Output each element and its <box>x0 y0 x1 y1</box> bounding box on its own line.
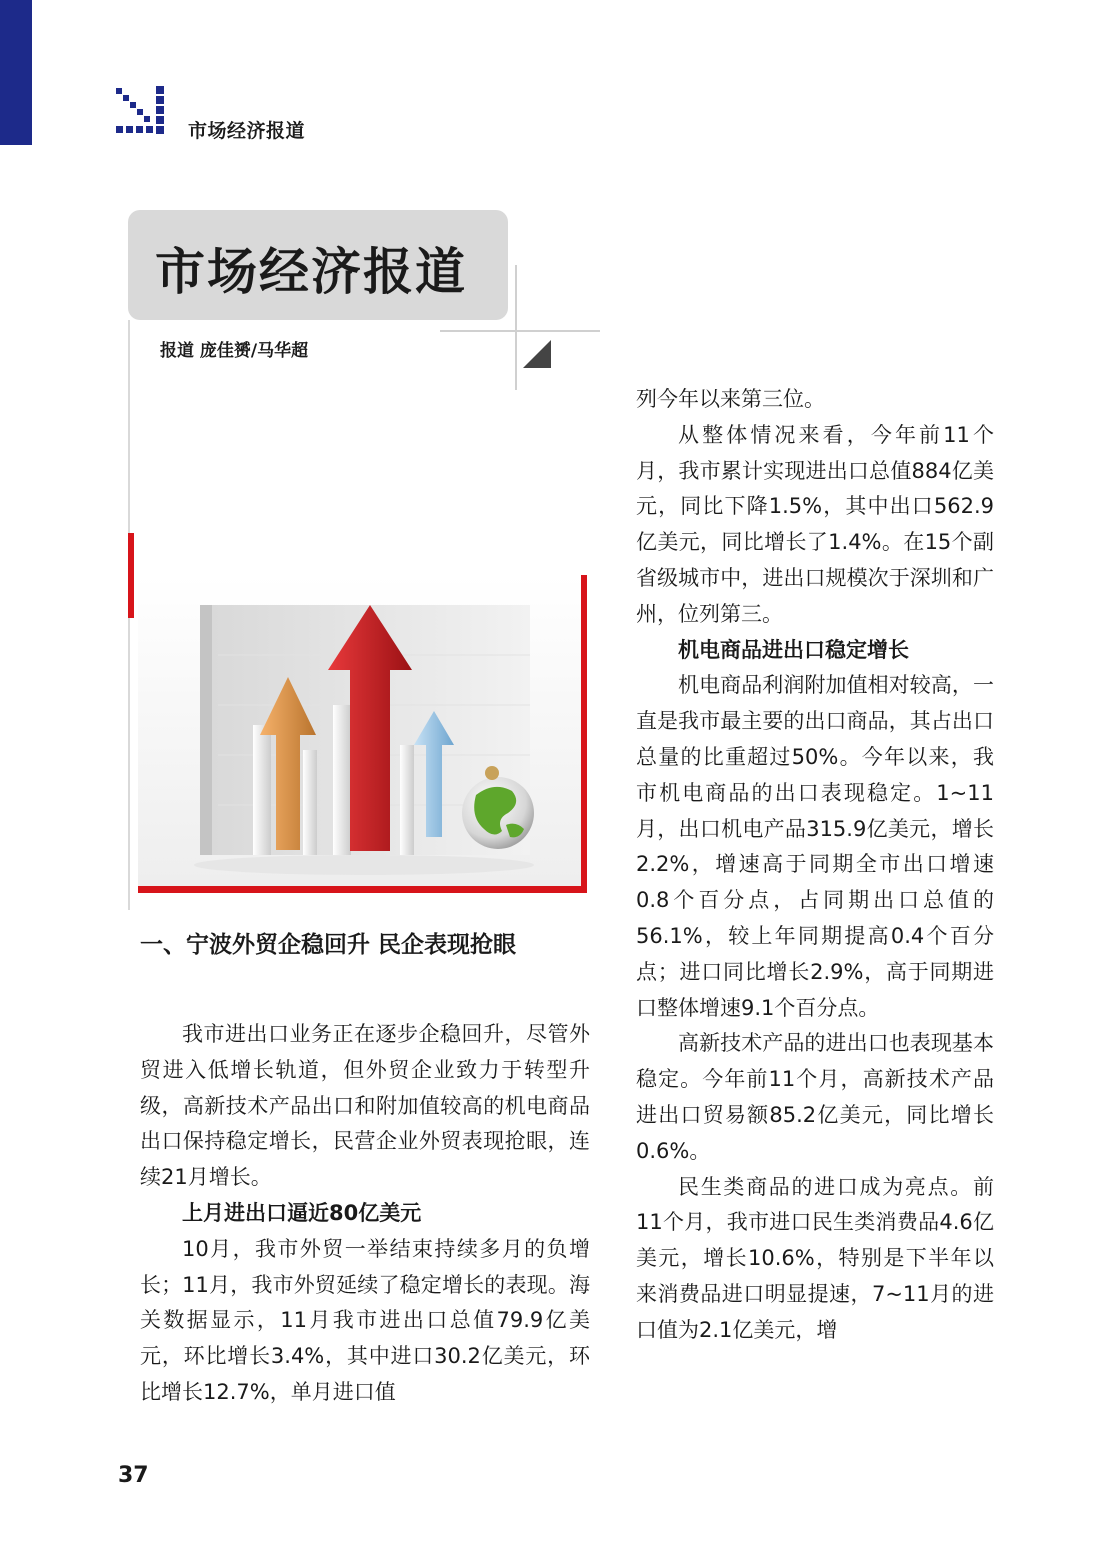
pixel-logo-icon <box>116 84 168 136</box>
right-column <box>636 382 994 1349</box>
section-heading: 一、宁波外贸企稳回升 民企表现抢眼 <box>140 932 517 958</box>
header-section-label: 市场经济报道 <box>188 120 306 142</box>
red-frame-line <box>138 886 587 893</box>
paragraph: 10月，我市外贸一举结束持续多月的负增长；11月，我市外贸延续了稳定增长的表现。海关数据显示，11月我市进出口总值79.9亿美元，环比增长3.4%，其中进口30.2亿美元，环比增长12.7%，单月进口值 <box>140 1236 590 1404</box>
growth-arrows-globe-icon <box>138 575 581 886</box>
page-number: 37 <box>118 1463 149 1488</box>
paragraph: 我市进出口业务正在逐步企稳回升，尽管外贸进入低增长轨道，但外贸企业致力于转型升级，高新技术产品出口和附加值较高的机电商品出口保持稳定增长，民营企业外贸表现抢眼，连续21月增长。 <box>140 1022 590 1190</box>
side-color-bar <box>0 0 32 145</box>
article-title: 市场经济报道 <box>155 243 467 301</box>
red-frame-line <box>128 533 134 618</box>
paragraph: 机电商品利润附加值相对较高，一直是我市最主要的出口商品，其占出口总量的比重超过50%。今年以来，我市机电商品的出口表现稳定。1~11月，出口机电产品315.9亿美元，增长2.2%，增速高于同期全市出口增速0.8个百分点，占同期出口总值的56.1%，较上年同期提高0.4个百分点；进口同比增长2.9%，高于同期进口整体增速9.1个百分点。 <box>636 673 994 1020</box>
paragraph: 从整体情况来看，今年前11个月，我市累计实现进出口总值884亿美元，同比下降1.5%，其中出口562.9亿美元，同比增长了1.4%。在15个副省级城市中，进出口规模次于深圳和广州，位列第三。 <box>636 422 994 626</box>
left-column <box>140 1017 590 1411</box>
paragraph: 高新技术产品的进出口也表现基本稳定。今年前11个月，高新技术产品进出口贸易额85.2亿美元，同比增长0.6%。 <box>636 1031 994 1163</box>
decor-line <box>440 330 600 332</box>
paragraph-continued: 列今年以来第三位。 <box>636 387 825 411</box>
red-frame-line <box>581 575 587 893</box>
byline: 报道 庞佳赟/马华超 <box>160 341 309 361</box>
decor-line <box>515 265 517 390</box>
paragraph: 民生类商品的进口成为亮点。前11个月，我市进口民生类消费品4.6亿美元，增长10.6%，特别是下半年以来消费品进口明显提速，7~11月的进口值为2.1亿美元，增 <box>636 1174 994 1342</box>
decor-triangle-icon <box>523 340 551 368</box>
subheading: 机电商品进出口稳定增长 <box>678 637 909 662</box>
subheading: 上月进出口逼近80亿美元 <box>182 1200 422 1225</box>
